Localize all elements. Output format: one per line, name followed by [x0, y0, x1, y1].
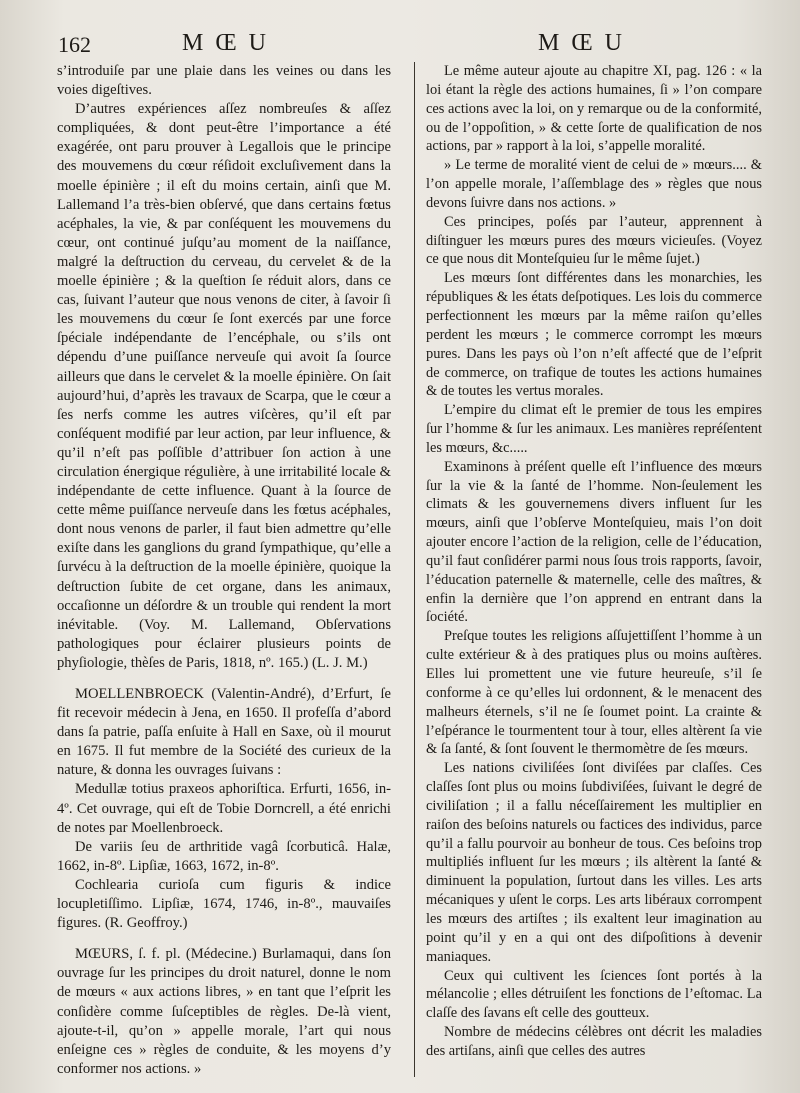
paragraph: Examinons à préſent quelle eſt l’influence des mœurs ſur la vie & la ſanté de l’homme. Non-ſeulement les climats & les gouvernemens divers influent ſur les mœurs, ainſi que l’obſerve Monteſquieu, mais l’on doit ajouter encore l’action de la religion, celle de l’éducation, qu’il faut conſidérer parmi nous ſous trois rapports, ſavoir, l’éducation paternelle & maternelle, celle des maîtres, & enfin la dernière que l’on apprend en entrant dans la ſociété.: [426, 458, 762, 626]
running-head-left: M Œ U: [182, 30, 270, 56]
quotation: » Le terme de moralité vient de celui de » mœurs.... & l’on appelle morale, l’aſſemblage des » règles que nous devons ſuivre dans nos actions. »: [426, 157, 762, 211]
paragraph: L’empire du climat eſt le premier de tous les empires ſur l’homme & ſur les animaux. Les manières repréſentent les mœurs, &c.....: [426, 402, 762, 456]
paragraph: Les mœurs ſont différentes dans les monarchies, les républiques & les états deſpotiques. Les lois du commerce perfectionnent les mœurs par la même raiſon qu’elles perdent les mœurs ; le commerce corrompt les mœurs pures. Dans les pays où l’on n’eſt affecté que de l’eſprit de commerce, on trafique de toutes les actions humaines & de toutes les vertus morales.: [426, 270, 762, 400]
paragraph: Ces principes, poſés par l’auteur, apprennent à diſtinguer les mœurs pures des mœurs vicieuſes. (Voyez ce que nous dit Monteſquieu ſur le même ſujet.): [426, 213, 762, 268]
bibliography-item: Medullæ totius praxeos aphoriſtica. Erfurti, 1656, in-4º. Cet ouvrage, qui eſt de Tobie Dorncrell, a été enrichi de notes par Moellenbroeck.: [57, 781, 391, 836]
page-number: 162: [58, 32, 91, 57]
right-column: [426, 62, 762, 1061]
bibliography-item: De variis ſeu de arthritide vagâ ſcorbuticâ. Halæ, 1662, in-8º. Lipſiæ, 1663, 1672, in-8º.: [57, 838, 391, 874]
paragraph: Nombre de médecins célèbres ont décrit les maladies des artiſans, ainſi que celles des autres: [426, 1024, 762, 1059]
running-head-right: M Œ U: [538, 30, 626, 56]
bibliography-item: Cochlearia curioſa cum figuris & indice locupletiſſimo. Lipſiæ, 1674, 1746, in-8º., mauvaiſes figures. (R. Geoffroy.): [57, 876, 391, 932]
left-column: [57, 62, 391, 1079]
column-divider: [414, 62, 415, 1077]
paragraph: Ceux qui cultivent les ſciences ſont portés à la mélancolie ; elles détruiſent les fonctions de l’eſtomac. La claſſe des ſavans eſt celle des goutteux.: [426, 967, 762, 1022]
paragraph: Les nations civiliſées ſont diviſées par claſſes. Ces claſſes ſont plus ou moins ſubdiviſées, ſuivant le degré de civiliſation ; il a fallu néceſſairement les multiplier en raiſon des beſoins naturels ou factices des individus, parce qu’il a fallu pourvoir au bonheur de tous. Ces beſoins trop multipliés influent ſur les mœurs ; ils altèrent la ſanté & diminuent la population, ſurtout dans les villes. Les arts mécaniques y uſent le corps. Les arts libéraux corrompent les mœurs des artiſtes ; ils exaltent leur imagination au point qu’il y en a qui ont des diſpoſitions à devenir maniaques.: [426, 760, 762, 965]
dictionary-entry: MŒURS, ſ. f. pl. (Médecine.) Burlamaqui, dans ſon ouvrage ſur les principes du droit naturel, donne le nom de mœurs « aux actions libres, » en tant que l’eſprit les conſidère comme ſuſceptibles de règles. De-là vient, ajoute-t-il, qu’on » appelle morale, l’art qui nous enſeigne ces » règles de conduite, & les moyens d’y conformer nos actions. »: [57, 946, 391, 1077]
paragraph: s’introduiſe par une plaie dans les veines ou dans les voies digeſtives.: [57, 63, 391, 99]
dictionary-entry: MOELLENBROECK (Valentin-André), d’Erfurt, ſe fit recevoir médecin à Jena, en 1650. Il profeſſa d’abord dans ſa patrie, paſſa enſuite à Hall en Saxe, où il mourut en 1675. Il fut membre de la Société des curieux de la nature, & donna les ouvrages ſuivans :: [57, 686, 391, 779]
quotation: Le même auteur ajoute au chapitre XI, pag. 126 : « la loi étant la règle des actions humaines, ſi » l’on compare ces actions avec la loi, on y remarque ou de la conformité, ou de l’oppoſition, » & cette ſorte de qualification de nos actions, par » rapport à la loi, s’appelle moralité.: [426, 63, 762, 155]
page-header: [0, 28, 800, 58]
paragraph: Preſque toutes les religions aſſujettiſſent l’homme à un culte extérieur & à des pratiques plus ou moins auſtères. Elles lui promettent une vie future heureuſe, s’il ſe conforme à ce qu’elles lui ordonnent, & le menacent des malheurs éternels, s’il ne ſe ſoumet point. La crainte & l’eſpérance le tourmentent tour à tour, elles altèrent ſa vie & ſa ſanté, & ſont ſouvent le thermomètre de ſes mœurs.: [426, 628, 762, 758]
paragraph: D’autres expériences aſſez nombreuſes & aſſez compliquées, & dont peut-être l’importance a été exagérée, ont paru prouver à Legallois que le principe des mouvemens du cœur réſidoit excluſivement dans la moelle épinière ; il eſt du moins certain, ainſi que M. Lallemand l’a très-bien obſervé, que dans certains fœtus acéphales, la vie, & par conſéquent les mouvemens du cœur, ont continué juſqu’au moment de la naiſſance, malgré la deſtruction du cerveau, du cervelet & de la moelle épinière ; & la queſtion ſe réduit alors, dans ce cas, ſuivant l’auteur que nous venons de citer, à ſavoir ſi les mouvemens du cœur ſe ſont exercés par une force ſpéciale indépendante de l’encéphale, ou s’ils ont dépendu d’une puiſſance nerveuſe qui avoit ſa ſource ailleurs que dans le cervelet & la moelle épinière. On ſait aujourd’hui, d’après les travaux de Scarpa, que le cœur a ſes nerfs comme les autres viſcères, qu’il eſt par conſéquent modifié par leur action, par leur influence, & qu’il n’eſt pas poſſible d’attribuer ſon action à une circulation énergique régulière, à une irritabilité locale & indépendante de cette influence. Quant à la ſource de cette même puiſſance nerveuſe dans les fœtus acéphales, dont nous venons de parler, il faut bien admettre qu’elle exiſte dans les ganglions du grand ſympathique, qu’elle a ſurvécu à la deſtruction de la moelle épinière, quoique la deſtruction ſubite de cet organe, dans les animaux, occaſionne un déſordre & un trouble qui rendent la mort inévitable. (Voy. M. Lallemand, Obſervations pathologiques pour éclairer plusieurs points de phyſiologie, thèſes de Paris, 1818, nº. 165.) (L. J. M.): [57, 101, 391, 671]
